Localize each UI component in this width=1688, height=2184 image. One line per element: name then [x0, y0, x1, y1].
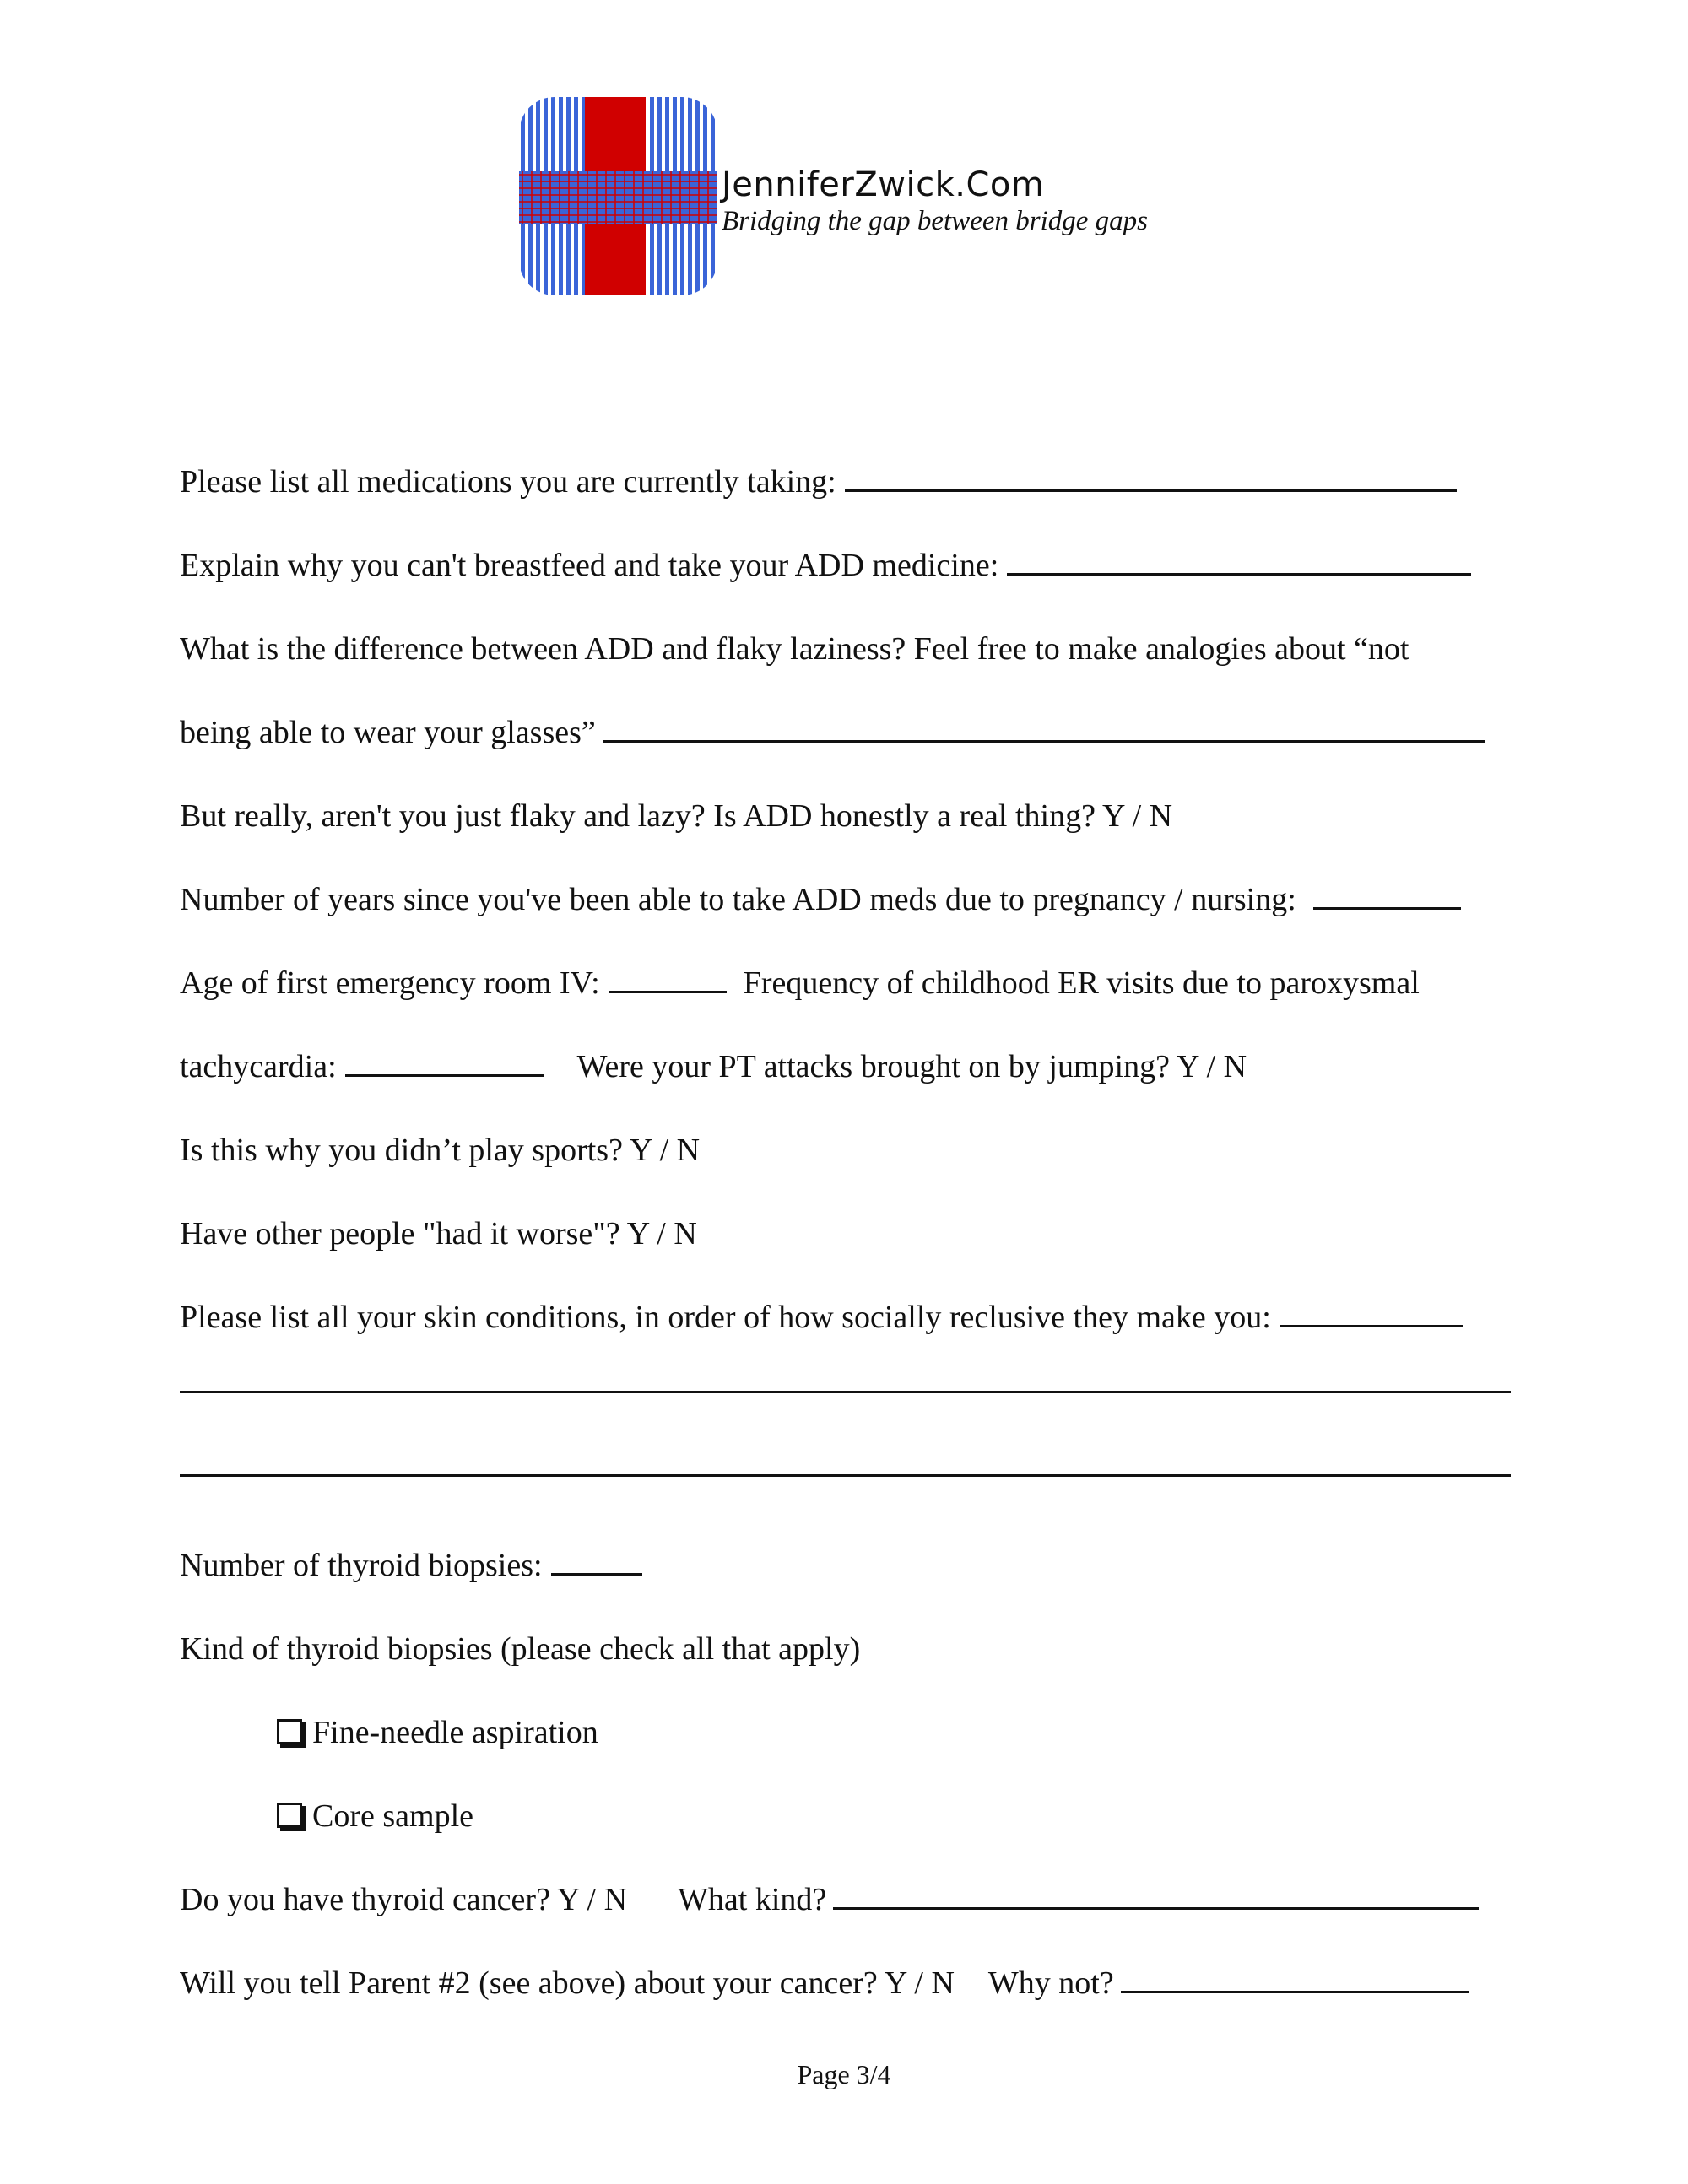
question-years-meds	[180, 880, 1461, 919]
answer-blank[interactable]	[1313, 882, 1461, 910]
answer-blank[interactable]	[1007, 548, 1471, 576]
question-text: Kind of thyroid biopsies (please check all that apply)	[180, 1631, 861, 1667]
question-thyroid-cancer	[180, 1880, 1479, 1919]
answer-blank[interactable]	[609, 965, 727, 993]
question-tachycardia	[180, 1047, 1247, 1086]
checkbox-icon[interactable]	[277, 1803, 302, 1828]
checkbox-core-sample[interactable]	[277, 1797, 473, 1835]
question-text: Age of first emergency room IV:	[180, 965, 600, 1001]
checkbox-fine-needle[interactable]	[277, 1713, 598, 1752]
checkbox-label: Core sample	[312, 1798, 474, 1834]
question-text: Do you have thyroid cancer? Y / N	[180, 1882, 628, 1917]
brand-block	[722, 165, 1148, 237]
question-breastfeed	[180, 546, 1471, 585]
answer-blank[interactable]	[833, 1882, 1479, 1910]
question-text: Is this why you didn’t play sports? Y / N	[180, 1133, 701, 1168]
question-medications	[180, 462, 1457, 501]
question-text: But really, aren't you just flaky and lazy? Is ADD honestly a real thing? Y / N	[180, 798, 1173, 834]
question-text: Have other people "had it worse"? Y / N	[180, 1216, 697, 1251]
question-biopsy-kind	[180, 1630, 860, 1668]
question-sports	[180, 1131, 700, 1170]
question-text: tachycardia:	[180, 1049, 337, 1084]
logo-icon	[519, 97, 717, 295]
question-text: Please list all medications you are currently taking:	[180, 464, 836, 500]
question-text: Explain why you can't breastfeed and take your ADD medicine:	[180, 548, 999, 583]
checkbox-label: Fine-needle aspiration	[312, 1715, 598, 1750]
question-text: What is the difference between ADD and flaky laziness? Feel free to make analogies about “not	[180, 631, 1409, 667]
answer-blank[interactable]	[345, 1049, 544, 1077]
checkbox-icon[interactable]	[277, 1719, 302, 1744]
question-had-it-worse	[180, 1214, 697, 1253]
answer-blank[interactable]	[1280, 1300, 1463, 1327]
page-number: Page 3/4	[797, 2059, 891, 2089]
question-er-iv	[180, 964, 1420, 1003]
answer-blank[interactable]	[551, 1548, 642, 1576]
question-text: Number of thyroid biopsies:	[180, 1548, 543, 1583]
brand-tagline: Bridging the gap between bridge gaps	[722, 206, 1149, 236]
question-text: Were your PT attacks brought on by jumping? Y / N	[576, 1049, 1247, 1084]
question-text: being able to wear your glasses”	[180, 715, 596, 750]
brand-name: JenniferZwick.Com	[722, 165, 1045, 204]
question-text: Will you tell Parent #2 (see above) about your cancer? Y / N	[180, 1965, 955, 2001]
question-skin	[180, 1298, 1463, 1337]
question-tell-parent	[180, 1964, 1469, 2003]
answer-blank[interactable]	[180, 1474, 1511, 1477]
answer-blank[interactable]	[1121, 1965, 1469, 1993]
question-text: What kind?	[678, 1882, 827, 1917]
question-text: Why not?	[987, 1965, 1114, 2001]
question-text: Frequency of childhood ER visits due to paroxysmal	[743, 965, 1420, 1001]
question-biopsy-count	[180, 1546, 642, 1585]
question-add-difference-cont	[180, 713, 1485, 752]
question-text: Number of years since you've been able to take ADD meds due to pregnancy / nursing:	[180, 882, 1296, 917]
answer-blank[interactable]	[845, 464, 1457, 492]
answer-blank[interactable]	[180, 1391, 1511, 1393]
question-add-difference	[180, 630, 1409, 668]
question-text: Please list all your skin conditions, in order of how socially reclusive they make you:	[180, 1300, 1271, 1335]
answer-blank[interactable]	[603, 715, 1485, 743]
question-flaky	[180, 797, 1172, 835]
